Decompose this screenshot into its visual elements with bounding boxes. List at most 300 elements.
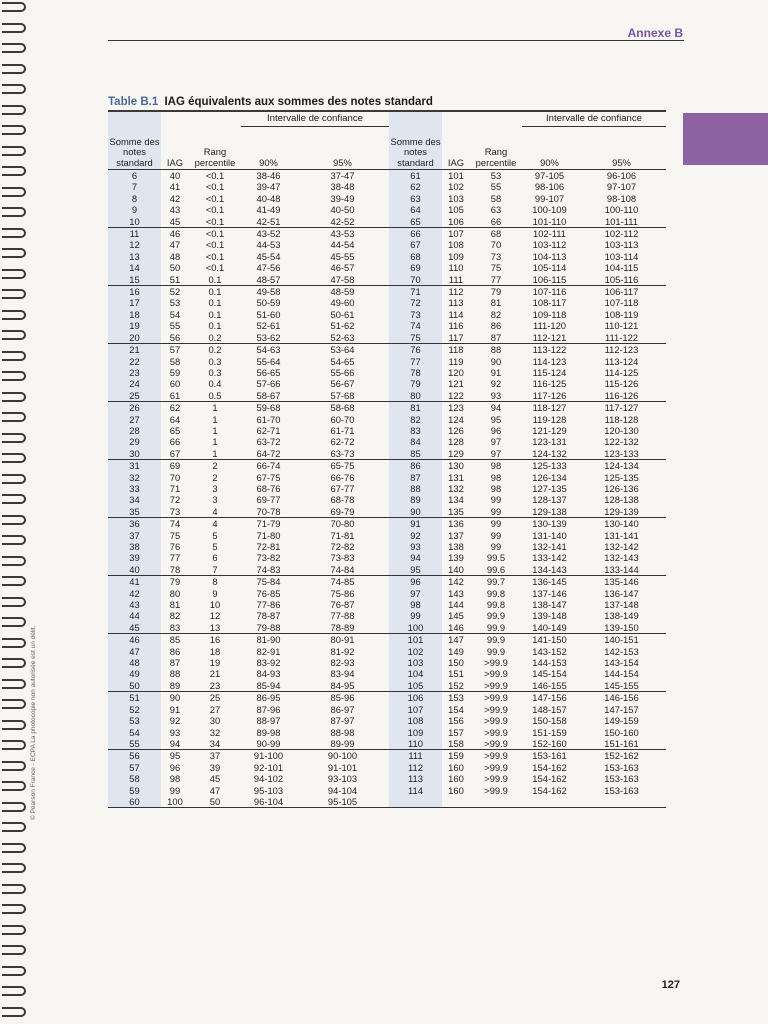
right-ci95-cell: 140-151 <box>604 634 639 646</box>
left-sum-cell: 60 <box>108 796 161 808</box>
right-ci90-cell: 104-113 <box>532 250 567 262</box>
left-iag-cell: 75 <box>169 529 181 541</box>
left-sum-cell: 33 <box>108 483 161 494</box>
table-row <box>108 309 666 320</box>
left-sum-cell: 49 <box>108 668 161 679</box>
right-rank-cell: >99.9 <box>484 773 508 785</box>
right-iag-cell: 143 <box>448 587 464 599</box>
left-iag-cell: 46 <box>169 228 181 240</box>
right-ci90-cell: 109-118 <box>532 308 567 320</box>
right-iag-cell: 132 <box>448 482 464 494</box>
left-sum-cell: 26 <box>108 402 161 414</box>
left-sum-cell: 37 <box>108 530 161 541</box>
spiral-loop <box>2 351 26 361</box>
right-iag-cell: 116 <box>448 320 464 332</box>
right-iag-cell: 158 <box>442 738 470 750</box>
left-rank-cell: 32 <box>209 726 221 738</box>
left-rank-cell: 18 <box>209 645 221 657</box>
left-rank-cell: 10 <box>209 599 221 611</box>
left-sum-cell: 14 <box>108 262 161 273</box>
left-sum-cell: 29 <box>108 436 161 447</box>
left-ci95-cell: 53-64 <box>330 344 355 356</box>
right-ci90-cell: 115-124 <box>532 366 567 378</box>
left-iag-cell: 42 <box>169 192 181 204</box>
right-ci90-cell: 101-110 <box>522 216 577 228</box>
table-row <box>108 204 666 215</box>
left-iag-cell: 95 <box>169 750 181 762</box>
left-ci95-cell: 57-68 <box>296 390 389 402</box>
right-iag-cell: 160 <box>448 773 464 785</box>
left-rank-cell: 0.2 <box>189 332 241 344</box>
right-ci90-cell: 143-152 <box>532 645 567 657</box>
right-ci95-cell: 96-106 <box>606 170 637 181</box>
left-rank-cell: <0.1 <box>205 250 225 262</box>
right-ci95-cell: 128-138 <box>604 494 639 506</box>
col-sum-header: Somme des notes standard <box>108 127 161 170</box>
left-sum-cell: 53 <box>108 715 161 726</box>
left-sum-cell: 7 <box>108 181 161 192</box>
left-ci90-cell: 85-94 <box>241 680 296 692</box>
left-rank-cell: 1 <box>189 448 241 460</box>
table-row <box>108 785 666 796</box>
right-sum-cell: 113 <box>389 773 442 784</box>
right-ci95-cell: 146-156 <box>604 692 639 704</box>
right-sum-cell: 69 <box>389 262 442 273</box>
right-ci90-cell: 150-158 <box>532 715 567 727</box>
right-ci95-cell <box>577 796 666 808</box>
right-rank-cell: 88 <box>490 344 502 356</box>
left-ci95-cell: 67-77 <box>330 482 355 494</box>
table-row <box>108 796 666 808</box>
right-sum-cell: 63 <box>389 193 442 204</box>
right-rank-cell: >99.9 <box>470 680 522 692</box>
left-ci95-cell: 63-73 <box>296 448 389 460</box>
spiral-loop <box>2 310 26 320</box>
left-iag-cell: 59 <box>169 366 181 378</box>
right-sum-cell: 83 <box>389 425 442 436</box>
right-iag-cell: 124 <box>448 413 464 425</box>
left-iag-cell: 50 <box>169 262 181 274</box>
right-ci95-cell: 142-153 <box>604 645 639 657</box>
left-ci90-cell: 45-54 <box>256 250 281 262</box>
left-ci95-cell: 71-81 <box>330 529 355 541</box>
left-iag-cell: 41 <box>169 181 181 193</box>
right-iag-cell: 111 <box>442 274 470 286</box>
left-ci90-cell: 78-87 <box>256 610 281 622</box>
right-iag-cell: 109 <box>448 250 464 262</box>
table-title: IAG équivalents aux sommes des notes standard <box>164 96 433 108</box>
spiral-binding <box>0 0 34 1024</box>
right-rank-cell: >99.9 <box>484 657 508 669</box>
right-ci95-cell: 97-107 <box>606 181 637 193</box>
spiral-loop <box>2 474 26 484</box>
right-iag-cell: 156 <box>448 715 464 727</box>
right-ci95-cell: 132-142 <box>604 541 639 552</box>
left-iag-cell: 91 <box>169 703 181 715</box>
right-sum-cell: 110 <box>389 738 442 750</box>
left-ci90-cell: 69-77 <box>256 494 281 506</box>
right-ci90-cell: 105-114 <box>532 262 567 274</box>
left-ci90-cell: 67-75 <box>256 471 281 483</box>
left-ci90-cell: 56-65 <box>256 366 281 378</box>
left-ci95-cell: 70-80 <box>330 518 355 530</box>
table-row <box>108 297 666 308</box>
left-ci95-cell: 81-92 <box>330 645 355 657</box>
spiral-loop <box>2 617 26 627</box>
left-rank-cell: 0.1 <box>208 297 222 309</box>
left-sum-cell: 55 <box>108 738 161 750</box>
spiral-loop <box>2 515 26 525</box>
left-ci95-cell: 74-84 <box>296 564 389 576</box>
right-iag-cell: 136 <box>448 518 464 530</box>
right-rank-cell: 97 <box>490 436 502 448</box>
left-ci95-cell: 62-72 <box>330 436 355 448</box>
left-ci95-cell: 42-52 <box>296 216 389 228</box>
left-iag-cell: 96 <box>169 761 181 773</box>
table-number: Table B.1 <box>108 96 159 108</box>
col-ci95-header: 95% <box>296 127 389 170</box>
left-ci90-cell: 44-53 <box>256 239 281 251</box>
left-iag-cell: 88 <box>169 668 181 680</box>
left-rank-cell: <0.1 <box>189 216 241 228</box>
left-sum-cell: 35 <box>108 506 161 518</box>
right-ci90-cell: 124-132 <box>522 448 577 460</box>
spiral-loop <box>2 84 26 94</box>
left-iag-cell: 57 <box>169 344 181 356</box>
right-ci95-cell: 153-163 <box>604 761 639 773</box>
left-ci90-cell: 73-82 <box>256 552 281 564</box>
right-sum-cell: 114 <box>389 785 442 796</box>
right-sum-cell: 84 <box>389 436 442 447</box>
left-ci95-cell: 78-89 <box>296 622 389 634</box>
right-rank-cell: 68 <box>490 228 502 240</box>
right-sum-cell: 74 <box>389 320 442 331</box>
table-row <box>108 286 666 298</box>
left-sum-cell: 50 <box>108 680 161 692</box>
left-rank-cell: 0.3 <box>208 366 222 378</box>
table-row <box>108 402 666 414</box>
left-ci90-cell: 89-98 <box>256 726 281 738</box>
left-sum-cell: 36 <box>108 518 161 530</box>
right-rank-cell: >99.9 <box>484 715 508 727</box>
left-sum-cell: 10 <box>108 216 161 228</box>
left-rank-cell: 12 <box>209 610 221 622</box>
left-ci90-cell: 91-100 <box>253 750 284 762</box>
right-ci95-cell: 149-159 <box>604 715 639 727</box>
right-iag-cell: 128 <box>448 436 464 448</box>
right-iag-cell: 129 <box>442 448 470 460</box>
right-ci95-cell: 101-111 <box>577 216 666 228</box>
right-rank-cell: 96 <box>490 424 502 436</box>
right-ci90-cell: 128-137 <box>532 494 567 506</box>
right-rank-cell: >99.9 <box>484 750 508 762</box>
left-rank-cell: 27 <box>209 703 221 715</box>
left-rank-cell: 9 <box>212 587 218 599</box>
left-ci90-cell: 87-96 <box>256 703 281 715</box>
left-ci95-cell: 93-103 <box>327 773 358 785</box>
spiral-loop <box>2 433 26 443</box>
left-rank-cell: <0.1 <box>205 170 225 181</box>
left-sum-cell: 6 <box>108 170 161 182</box>
left-iag-cell: 77 <box>169 552 181 564</box>
right-ci90-cell: 141-150 <box>532 634 567 646</box>
right-iag-cell: 118 <box>448 344 464 356</box>
right-rank-cell: 99 <box>490 518 502 530</box>
right-sum-cell: 64 <box>389 204 442 215</box>
right-ci90-cell: 137-146 <box>532 587 567 599</box>
right-ci95-cell: 114-125 <box>604 366 639 378</box>
left-ci90-cell: 51-60 <box>256 308 281 320</box>
right-ci95-cell: 152-162 <box>604 750 639 762</box>
left-ci95-cell: 89-99 <box>296 738 389 750</box>
right-iag-cell: 107 <box>448 228 464 240</box>
spiral-loop <box>2 535 26 545</box>
right-rank-cell: 99.9 <box>486 634 506 646</box>
right-rank-cell: 53 <box>490 170 502 181</box>
right-ci95-cell: 123-133 <box>577 448 666 460</box>
table-row <box>108 239 666 250</box>
spiral-loop <box>2 207 26 217</box>
right-ci95-cell: 143-154 <box>604 657 639 669</box>
left-rank-cell: <0.1 <box>205 181 225 193</box>
ci-label-left: Intervalle de confiance <box>241 111 389 127</box>
table-row <box>108 588 666 599</box>
left-rank-cell: 30 <box>209 715 221 727</box>
left-ci90-cell: 95-103 <box>253 784 284 796</box>
table-row <box>108 378 666 389</box>
left-ci95-cell: 56-67 <box>330 378 355 390</box>
left-sum-cell: 24 <box>108 378 161 389</box>
left-rank-cell: <0.1 <box>205 239 225 251</box>
left-ci90-cell: 49-58 <box>256 286 281 298</box>
left-ci95-cell: 65-75 <box>330 460 355 472</box>
left-ci90-cell: 90-99 <box>241 738 296 750</box>
right-sum-cell: 108 <box>389 715 442 726</box>
left-rank-cell: <0.1 <box>205 192 225 204</box>
spiral-loop <box>2 966 26 976</box>
left-sum-cell: 27 <box>108 414 161 425</box>
right-rank-cell: 81 <box>490 297 502 309</box>
table-row <box>108 332 666 344</box>
right-iag-cell: 153 <box>448 692 464 704</box>
left-ci95-cell: 95-105 <box>296 796 389 808</box>
right-iag-cell: 102 <box>448 181 464 193</box>
right-iag-cell <box>442 796 470 808</box>
left-ci90-cell: 41-49 <box>256 204 281 216</box>
left-ci90-cell: 53-62 <box>241 332 296 344</box>
left-iag-cell: 48 <box>169 250 181 262</box>
left-ci90-cell: 39-47 <box>256 181 281 193</box>
left-sum-cell: 40 <box>108 564 161 576</box>
left-sum-cell: 20 <box>108 332 161 344</box>
right-ci95-cell: 111-122 <box>577 332 666 344</box>
left-ci95-cell: 73-83 <box>330 552 355 564</box>
copyright-note: © Pearson France - ECPA La photocopie non autorisée est un délit. <box>30 625 37 820</box>
left-ci95-cell: 76-87 <box>330 599 355 611</box>
right-iag-cell: 117 <box>442 332 470 344</box>
left-ci90-cell: 75-84 <box>256 576 281 588</box>
left-iag-cell: 73 <box>161 506 189 518</box>
right-sum-cell: 88 <box>389 483 442 494</box>
right-rank-cell: 94 <box>490 402 502 414</box>
spiral-loop <box>2 453 26 463</box>
right-iag-cell: 120 <box>448 366 464 378</box>
right-sum-cell: 78 <box>389 367 442 378</box>
spiral-loop <box>2 125 26 135</box>
right-rank-cell: 98 <box>490 460 502 472</box>
right-sum-cell: 99 <box>389 610 442 621</box>
right-ci95-cell: 112-123 <box>604 344 639 356</box>
left-sum-cell: 44 <box>108 610 161 621</box>
right-ci95-cell: 98-108 <box>606 192 637 204</box>
left-iag-cell: 40 <box>169 170 181 181</box>
right-ci95-cell: 110-121 <box>604 320 639 332</box>
left-ci95-cell: 74-85 <box>330 576 355 588</box>
left-ci90-cell: 40-48 <box>256 192 281 204</box>
right-sum-cell <box>389 796 442 808</box>
right-rank-cell: >99.9 <box>484 761 508 773</box>
right-sum-cell: 103 <box>389 657 442 668</box>
right-rank-cell: 95 <box>490 413 502 425</box>
right-sum-cell: 98 <box>389 599 442 610</box>
ci-label-right: Intervalle de confiance <box>522 111 666 127</box>
left-sum-cell: 8 <box>108 193 161 204</box>
left-rank-cell: 1 <box>212 424 218 436</box>
right-rank-cell: 55 <box>490 181 502 193</box>
left-iag-cell: 51 <box>161 274 189 286</box>
right-rank-cell: 99 <box>470 506 522 518</box>
left-ci95-cell: 84-95 <box>296 680 389 692</box>
col-ci90-header: 90% <box>522 127 577 170</box>
right-iag-cell: 130 <box>448 460 464 472</box>
right-sum-cell: 104 <box>389 668 442 679</box>
right-ci90-cell: 140-149 <box>522 622 577 634</box>
right-sum-cell: 112 <box>389 762 442 773</box>
table-row <box>108 390 666 402</box>
right-iag-cell: 157 <box>448 726 464 738</box>
right-iag-cell: 101 <box>448 170 464 181</box>
left-rank-cell: 1 <box>212 436 218 448</box>
left-iag-cell: 78 <box>161 564 189 576</box>
left-rank-cell: 3 <box>212 482 218 494</box>
left-sum-cell: 13 <box>108 251 161 262</box>
right-rank-cell: 90 <box>490 355 502 367</box>
table-row <box>108 773 666 784</box>
left-iag-cell: 64 <box>169 413 181 425</box>
table-row <box>108 262 666 273</box>
left-ci90-cell: 59-68 <box>256 402 281 414</box>
left-ci90-cell: 63-72 <box>256 436 281 448</box>
spiral-loop <box>2 597 26 607</box>
table-row <box>108 414 666 425</box>
table-row <box>108 170 666 182</box>
table-row <box>108 506 666 518</box>
spiral-loop <box>2 556 26 566</box>
right-ci90-cell: 98-106 <box>534 181 565 193</box>
right-rank-cell: 97 <box>470 448 522 460</box>
right-ci95-cell: 137-148 <box>604 599 639 611</box>
left-ci90-cell: 92-101 <box>253 761 284 773</box>
left-rank-cell: 13 <box>189 622 241 634</box>
left-rank-cell: 0.3 <box>208 355 222 367</box>
left-ci90-cell: 61-70 <box>256 413 281 425</box>
right-ci90-cell: 100-109 <box>532 204 567 216</box>
left-sum-cell: 32 <box>108 472 161 483</box>
right-iag-cell: 123 <box>448 402 464 414</box>
right-iag-cell: 134 <box>448 494 464 506</box>
right-iag-cell: 135 <box>442 506 470 518</box>
table-row <box>108 634 666 646</box>
left-ci90-cell: 50-59 <box>256 297 281 309</box>
right-ci90-cell: 108-117 <box>532 297 567 309</box>
left-iag-cell: 87 <box>169 657 181 669</box>
spiral-loop <box>2 843 26 853</box>
right-iag-cell: 138 <box>448 541 464 552</box>
right-ci90-cell: 136-145 <box>532 576 567 588</box>
right-ci90-cell: 154-162 <box>532 784 567 796</box>
left-rank-cell: 7 <box>189 564 241 576</box>
right-ci90-cell: 121-129 <box>532 424 567 436</box>
right-ci90-cell: 119-128 <box>532 413 567 425</box>
spiral-loop <box>2 945 26 955</box>
right-rank-cell: 98 <box>490 471 502 483</box>
left-rank-cell: 6 <box>212 552 218 564</box>
left-sum-cell: 15 <box>108 274 161 286</box>
left-ci95-cell: 48-59 <box>330 286 355 298</box>
right-ci95-cell: 113-124 <box>604 355 639 367</box>
left-rank-cell: 5 <box>212 541 218 552</box>
left-iag-cell: 65 <box>169 424 181 436</box>
left-rank-cell: 0.2 <box>208 344 222 356</box>
right-ci90-cell: 123-131 <box>532 436 567 448</box>
right-ci95-cell: 102-112 <box>604 228 639 240</box>
left-ci90-cell: 71-79 <box>256 518 281 530</box>
right-sum-cell: 106 <box>389 692 442 704</box>
left-ci95-cell: 40-50 <box>330 204 355 216</box>
left-iag-cell: 56 <box>161 332 189 344</box>
left-iag-cell: 80 <box>169 587 181 599</box>
table-body <box>108 170 666 808</box>
spiral-loop <box>2 904 26 914</box>
table-row <box>108 448 666 460</box>
left-ci90-cell: 84-93 <box>256 668 281 680</box>
spiral-loop <box>2 863 26 873</box>
left-iag-cell: 89 <box>161 680 189 692</box>
left-ci95-cell: 54-65 <box>330 355 355 367</box>
table-row <box>108 460 666 472</box>
left-ci95-cell: 38-48 <box>330 181 355 193</box>
right-rank-cell: 99.9 <box>470 622 522 634</box>
left-ci90-cell: 82-91 <box>256 645 281 657</box>
right-ci95-cell: 100-110 <box>604 204 639 216</box>
right-sum-cell: 90 <box>389 506 442 518</box>
left-ci95-cell: 75-86 <box>330 587 355 599</box>
right-sum-cell: 86 <box>389 460 442 472</box>
left-rank-cell: 0.5 <box>189 390 241 402</box>
right-rank-cell: 86 <box>490 320 502 332</box>
table-row <box>108 727 666 738</box>
left-rank-cell: 45 <box>209 773 221 785</box>
right-rank-cell: 99.6 <box>470 564 522 576</box>
right-sum-cell: 71 <box>389 286 442 298</box>
left-iag-cell: 69 <box>169 460 181 472</box>
left-rank-cell: <0.1 <box>205 204 225 216</box>
left-sum-cell: 59 <box>108 785 161 796</box>
right-ci90-cell: 102-111 <box>532 228 566 240</box>
running-head: Annexe B <box>627 26 683 40</box>
right-sum-cell: 107 <box>389 704 442 715</box>
left-sum-cell: 47 <box>108 646 161 657</box>
